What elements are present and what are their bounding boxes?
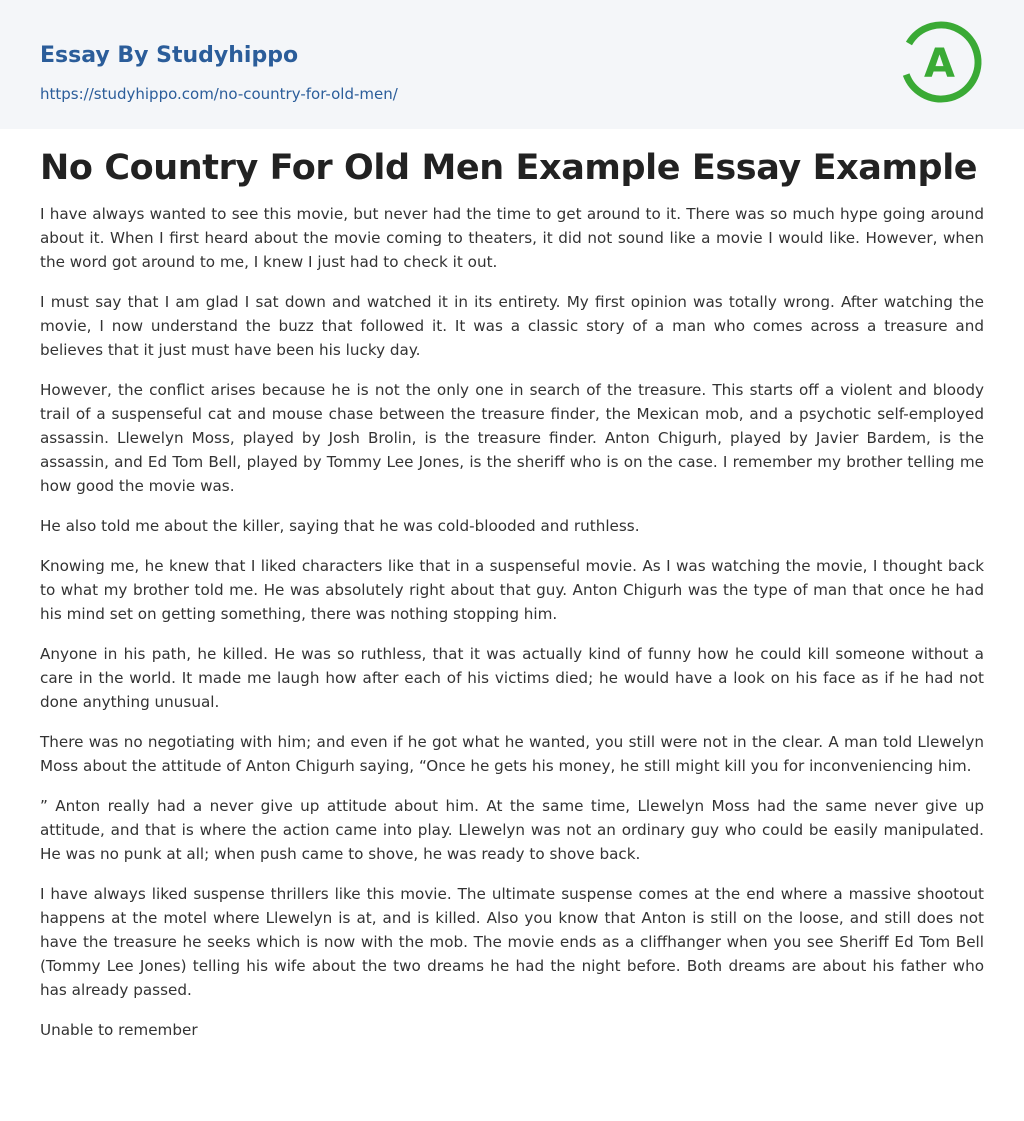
page-title: No Country For Old Men Example Essay Example <box>40 148 978 188</box>
essay-paragraph: I must say that I am glad I sat down and watched it in its entirety. My first opinion was totally wrong. After watching the movie, I now understand the buzz that followed it. It was a classic story of a man who comes across a treasure and believes that it just must have been his lucky day. <box>40 293 984 359</box>
essay-paragraph: Knowing me, he knew that I liked characters like that in a suspenseful movie. As I was watching the movie, I thought back to what my brother told me. He was absolutely right about that guy. Anton Chigurh was the type of man that once he had his mind set on getting something, there was nothing stopping him. <box>40 557 984 623</box>
studyhippo-logo-icon[interactable] <box>898 19 984 105</box>
essay-paragraph: He also told me about the killer, saying that he was cold-blooded and ruthless. <box>40 517 640 535</box>
site-header <box>0 0 1024 129</box>
essay-body <box>40 202 984 1042</box>
essay-paragraph: There was no negotiating with him; and even if he got what he wanted, you still were not in the clear. A man told Llewelyn Moss about the attitude of Anton Chigurh saying, “Once he gets his money, he still might kill you for inconveniencing him. <box>40 733 984 775</box>
logo-letter: A <box>924 41 955 87</box>
main-content <box>0 129 1024 1042</box>
essay-paragraph: Anyone in his path, he killed. He was so ruthless, that it was actually kind of funny how he could kill someone without a care in the world. It made me laugh how after each of his victims died; he would have a look on his face as if he had not done anything unusual. <box>40 645 984 711</box>
source-url-link[interactable]: https://studyhippo.com/no-country-for-old-men/ <box>40 85 398 103</box>
brand-name[interactable]: Essay By Studyhippo <box>40 43 299 68</box>
essay-paragraph: However, the conflict arises because he is not the only one in search of the treasure. This starts off a violent and bloody trail of a suspenseful cat and mouse chase between the treasure finder, the Mexican mob, and a psychotic self-employed assassin. Llewelyn Moss, played by Josh Brolin, is the treasure finder. Anton Chigurh, played by Javier Bardem, is the assassin, and Ed Tom Bell, played by Tommy Lee Jones, is the sheriff who is on the case. I remember my brother telling me how good the movie was. <box>40 381 984 495</box>
essay-paragraph: I have always liked suspense thrillers like this movie. The ultimate suspense comes at the end where a massive shootout happens at the motel where Llewelyn is at, and is killed. Also you know that Anton is still on the loose, and still does not have the treasure he seeks which is now with the mob. The movie ends as a cliffhanger when you see Sheriff Ed Tom Bell (Tommy Lee Jones) telling his wife about the two dreams he had the night before. Both dreams are about his father who has already passed. <box>40 885 984 999</box>
essay-paragraph: ” Anton really had a never give up attitude about him. At the same time, Llewelyn Moss had the same never give up attitude, and that is where the action came into play. Llewelyn was not an ordinary guy who could be easily manipulated. He was no punk at all; when push came to shove, he was ready to shove back. <box>40 797 984 863</box>
essay-paragraph: I have always wanted to see this movie, but never had the time to get around to it. There was so much hype going around about it. When I first heard about the movie coming to theaters, it did not sound like a movie I would like. However, when the word got around to me, I knew I just had to check it out. <box>40 205 984 271</box>
essay-paragraph: Unable to remember <box>40 1021 198 1039</box>
